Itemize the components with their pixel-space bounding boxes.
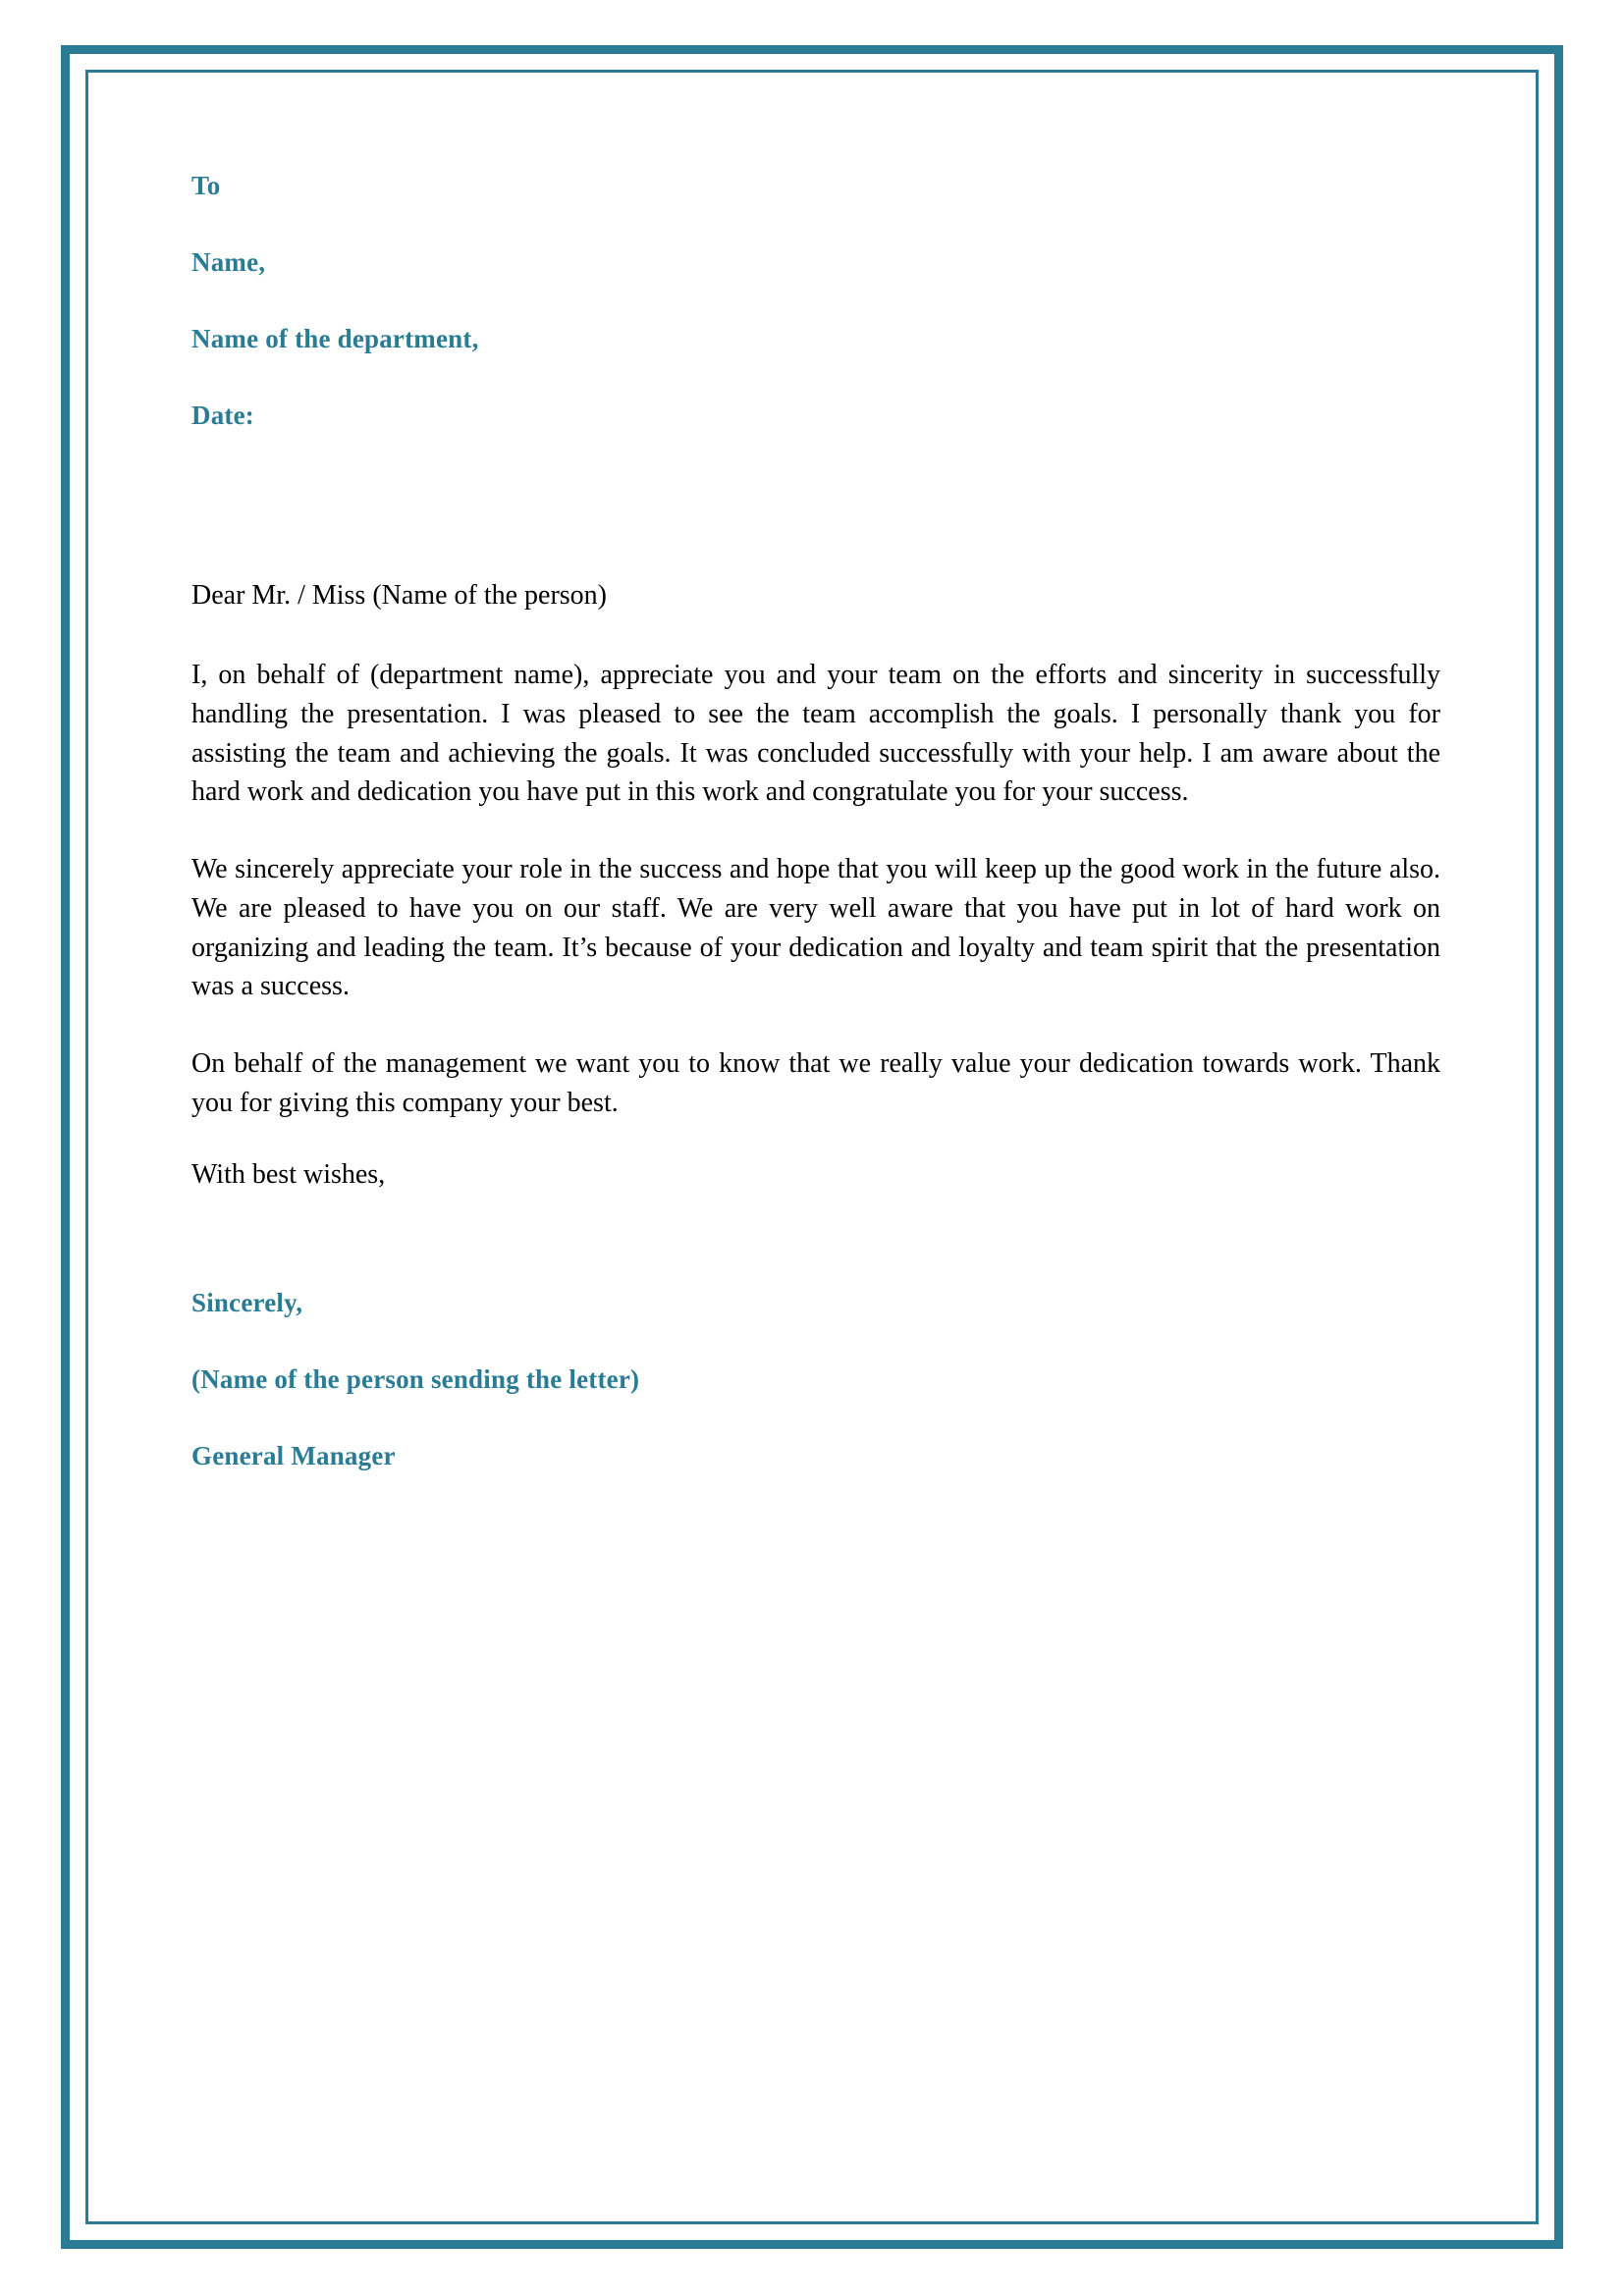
recipient-address-block <box>191 173 1440 429</box>
body-paragraph-3: On behalf of the management we want you to know that we really value your dedication towards work. Thank you for giving this company your best. <box>191 1048 1440 1118</box>
address-line-department: Name of the department, <box>191 324 479 353</box>
address-line-to: To <box>191 171 221 200</box>
closing-line: With best wishes, <box>191 1158 386 1190</box>
letter-content <box>191 173 1440 1469</box>
body-paragraph-2: We sincerely appreciate your role in the success and hope that you will keep up the good work in the future also. We are pleased to have you on our staff. We are very well aware that you have put in lot of hard work on organizing and leading the team. It’s because of your dedication and loyalty and team spirit that the presentation was a success. <box>191 854 1440 1002</box>
signature-block <box>191 1287 1440 1470</box>
signature-sincerely: Sincerely, <box>191 1287 303 1317</box>
address-line-name: Name, <box>191 247 266 277</box>
body-paragraph-1: I, on behalf of (department name), appreciate you and your team on the efforts and sincerity in successfully handling the presentation. I was pleased to see the team accomplish the goals. I personally thank you for assisting the team and achieving the goals. It was concluded successfully with your help. I am aware about the hard work and dedication you have put in this work and congratulate you for your success. <box>191 660 1440 808</box>
signature-title: General Manager <box>191 1440 396 1470</box>
signature-sender-name: (Name of the person sending the letter) <box>191 1363 640 1394</box>
address-line-date: Date: <box>191 400 254 430</box>
address-body-spacer <box>191 429 1440 582</box>
salutation-line: Dear Mr. / Miss (Name of the person) <box>191 580 608 611</box>
